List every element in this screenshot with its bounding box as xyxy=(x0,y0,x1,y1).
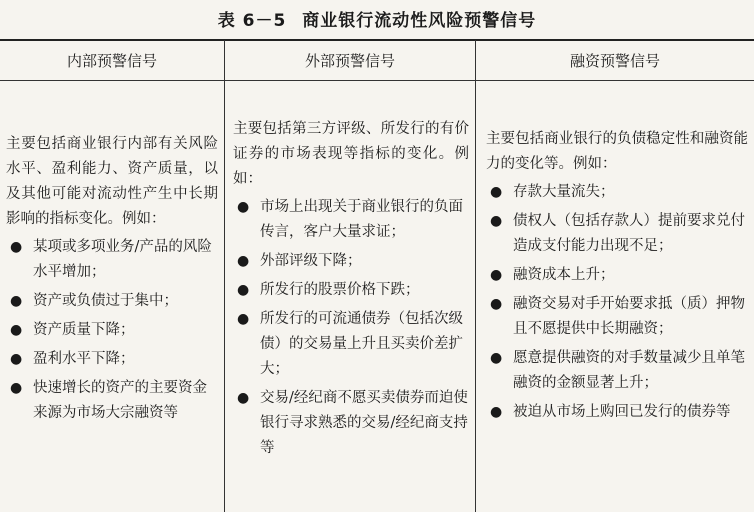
bullet-icon: ● xyxy=(490,184,503,200)
list-item xyxy=(486,346,748,396)
header-internal: 内部预警信号 xyxy=(66,52,157,70)
list-item xyxy=(6,347,218,372)
table-top-rule xyxy=(0,39,754,41)
intro-text: 主要包括商业银行内部有关风险水平、盈利能力、资产质量，以及其他可能对流动性产生中长期影响的指标变化。例如： xyxy=(6,136,218,227)
item-text: 融资交易对手开始要求抵（质）押物且不愿提供中长期融资； xyxy=(513,296,745,337)
table-number: 表 6－5 xyxy=(217,11,287,31)
list-item xyxy=(486,292,748,342)
bullet-icon: ● xyxy=(490,213,503,229)
bullet-icon: ● xyxy=(10,293,23,309)
item-text: 资产质量下降； xyxy=(33,322,135,338)
intro-text: 主要包括第三方评级、所发行的有价证券的市场表现等指标的变化。例如： xyxy=(233,121,469,187)
list-item xyxy=(486,209,748,259)
header-rule xyxy=(0,80,754,81)
table-title-text: 商业银行流动性风险预警信号 xyxy=(302,11,537,31)
bullet-icon: ● xyxy=(237,311,250,327)
list-item xyxy=(233,195,469,245)
bullet-icon: ● xyxy=(10,351,23,367)
list-item xyxy=(6,235,218,285)
header-financing: 融资预警信号 xyxy=(569,52,660,70)
item-text: 愿意提供融资的对手数量减少且单笔融资的金额显著上升； xyxy=(513,350,745,391)
list-item xyxy=(233,249,469,274)
bullet-icon: ● xyxy=(490,296,503,312)
bullet-icon: ● xyxy=(237,253,250,269)
list-item xyxy=(6,289,218,314)
list-item xyxy=(233,278,469,303)
list-item xyxy=(233,307,469,382)
bullet-icon: ● xyxy=(10,380,23,396)
column-financing xyxy=(486,127,748,429)
item-text: 所发行的可流通债券（包括次级债）的交易量上升且买卖价差扩大； xyxy=(260,311,463,377)
item-text: 交易/经纪商不愿买卖债券而迫使银行寻求熟悉的交易/经纪商支持等 xyxy=(260,390,468,456)
list-item xyxy=(486,400,748,425)
list-item xyxy=(6,318,218,343)
signal-list xyxy=(486,180,748,425)
column-divider-1 xyxy=(224,40,225,512)
bullet-icon: ● xyxy=(490,350,503,366)
item-text: 融资成本上升； xyxy=(513,267,615,283)
item-text: 盈利水平下降； xyxy=(33,351,135,367)
table-title xyxy=(0,6,754,31)
column-divider-2 xyxy=(475,40,476,512)
item-text: 债权人（包括存款人）提前要求兑付造成支付能力出现不足； xyxy=(513,213,745,254)
item-text: 快速增长的资产的主要资金来源为市场大宗融资等 xyxy=(33,380,207,421)
list-item xyxy=(233,386,469,461)
bullet-icon: ● xyxy=(237,390,250,406)
item-text: 资产或负债过于集中； xyxy=(33,293,178,309)
bullet-icon: ● xyxy=(10,322,23,338)
item-text: 某项或多项业务/产品的风险水平增加； xyxy=(33,239,212,280)
bullet-icon: ● xyxy=(10,239,23,255)
item-text: 所发行的股票价格下跌； xyxy=(260,282,420,298)
item-text: 被迫从市场上购回已发行的债券等 xyxy=(513,404,731,420)
list-item xyxy=(6,376,218,426)
item-text: 外部评级下降； xyxy=(260,253,362,269)
item-text: 存款大量流失； xyxy=(513,184,615,200)
signal-list xyxy=(233,195,469,461)
item-text: 市场上出现关于商业银行的负面传言，客户大量求证； xyxy=(260,199,463,240)
signal-list xyxy=(6,235,218,426)
list-item xyxy=(486,263,748,288)
header-external: 外部预警信号 xyxy=(304,52,395,70)
column-internal xyxy=(6,132,218,430)
bullet-icon: ● xyxy=(237,199,250,215)
bullet-icon: ● xyxy=(237,282,250,298)
bullet-icon: ● xyxy=(490,267,503,283)
list-item xyxy=(486,180,748,205)
column-external xyxy=(233,117,469,465)
bullet-icon: ● xyxy=(490,404,503,420)
intro-text: 主要包括商业银行的负债稳定性和融资能力的变化等。例如： xyxy=(486,131,748,172)
